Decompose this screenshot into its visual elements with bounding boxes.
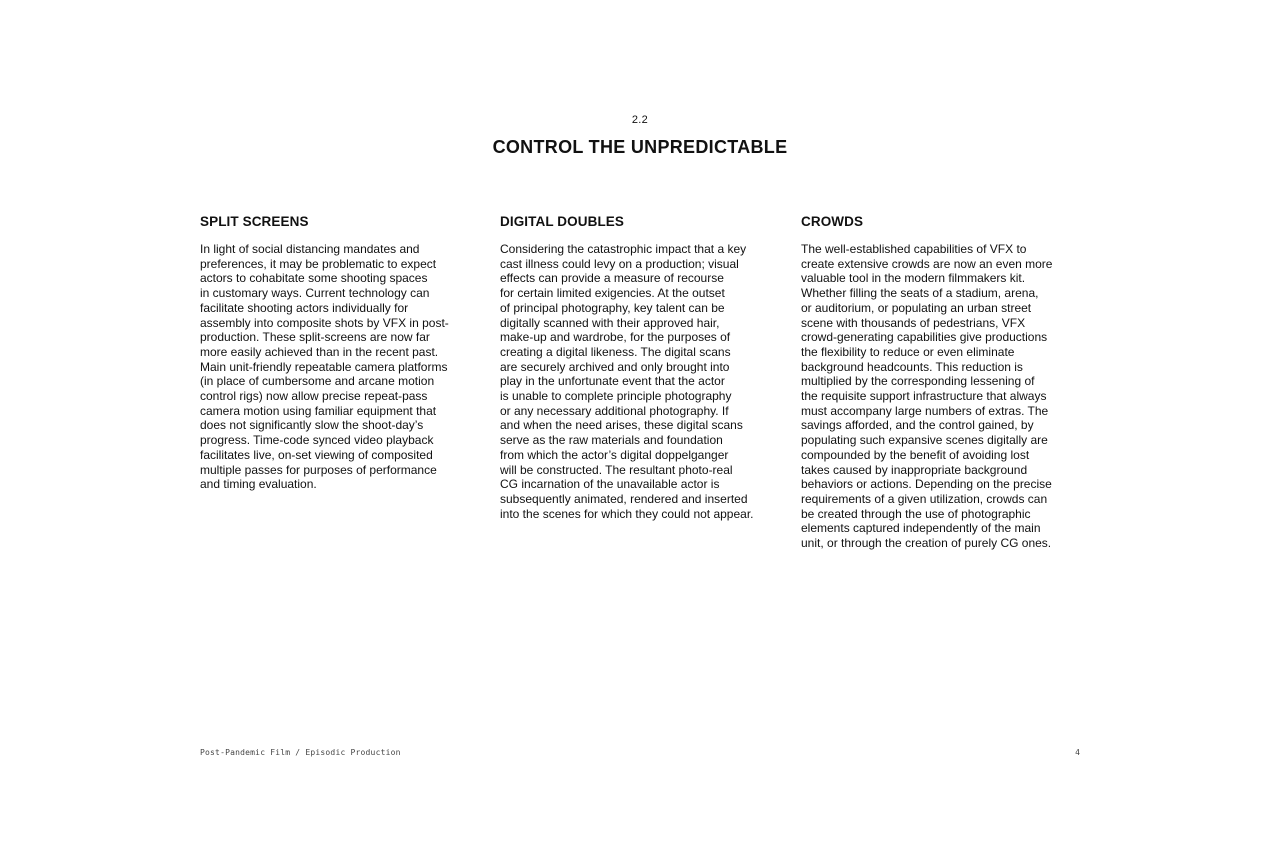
body-text-line: production. These split-screens are now far <box>200 330 430 345</box>
body-text-line: elements captured independently of the main <box>801 521 1041 536</box>
body-text-line: crowd-generating capabilities give productions <box>801 330 1048 345</box>
body-text-line: assembly into composite shots by VFX in post- <box>200 315 449 330</box>
body-text-line: must accompany large numbers of extras. The <box>801 403 1049 418</box>
body-text-line: populating such expansive scenes digitally are <box>801 433 1048 448</box>
body-text-line: or any necessary additional photography. If <box>500 403 729 418</box>
body-text-line: be created through the use of photographic <box>801 506 1031 521</box>
body-text-line: into the scenes for which they could not appear. <box>500 506 754 521</box>
column-heading: CROWDS <box>801 214 864 229</box>
column-heading: SPLIT SCREENS <box>200 214 309 229</box>
body-text-line: savings afforded, and the control gained, by <box>801 418 1034 433</box>
body-text-line: cast illness could levy on a production; visual <box>500 256 739 271</box>
body-text-line: the flexibility to reduce or even eliminate <box>801 344 1015 359</box>
body-text-line: (in place of cumbersome and arcane motion <box>200 374 435 389</box>
body-text-line: and when the need arises, these digital scans <box>500 418 743 433</box>
body-text-line: facilitate shooting actors individually for <box>200 300 409 315</box>
body-text-line: serve as the raw materials and foundation <box>500 433 723 448</box>
body-text-line: preferences, it may be problematic to expect <box>200 256 437 271</box>
body-text-line: takes caused by inappropriate background <box>801 462 1028 477</box>
body-text-line: the requisite support infrastructure that always <box>801 389 1047 404</box>
body-text-line: behaviors or actions. Depending on the precise <box>801 477 1052 492</box>
body-text-line: background headcounts. This reduction is <box>801 359 1023 374</box>
body-text-line: create extensive crowds are now an even more <box>801 256 1053 271</box>
footer-page-number: 4 <box>1075 748 1080 757</box>
section-title: CONTROL THE UNPREDICTABLE <box>492 137 788 157</box>
body-text-line: more easily achieved than in the recent past. <box>200 344 439 359</box>
body-text-line: In light of social distancing mandates and <box>200 242 420 256</box>
body-text-line: will be constructed. The resultant photo-real <box>500 462 733 477</box>
body-text-line: digitally scanned with their approved hair, <box>500 315 720 330</box>
body-text-line: facilitates live, on-set viewing of composited <box>200 447 433 462</box>
body-text-line: from which the actor’s digital doppelganger <box>500 447 729 462</box>
body-text-line: or auditorium, or populating an urban street <box>801 300 1032 315</box>
column-split-screens <box>200 214 482 492</box>
section-number: 2.2 <box>631 114 649 126</box>
body-text-line: control rigs) now allow precise repeat-pass <box>200 389 428 404</box>
body-text-line: does not significantly slow the shoot-day’s <box>200 418 424 433</box>
body-text-line: multiple passes for purposes of performance <box>200 462 437 477</box>
body-text-line: for certain limited exigencies. At the outset <box>500 286 725 301</box>
body-text-line: multiplied by the corresponding lessening of <box>801 374 1035 389</box>
body-text-line: subsequently animated, rendered and inserted <box>500 491 748 506</box>
body-text-line: make-up and wardrobe, for the purposes of <box>500 330 731 345</box>
body-text-line: unit, or through the creation of purely CG ones. <box>801 536 1052 551</box>
body-text-line: in customary ways. Current technology can <box>200 286 430 301</box>
body-text-line: compounded by the benefit of avoiding lost <box>801 447 1030 462</box>
body-text-line: Whether filling the seats of a stadium, arena, <box>801 286 1039 301</box>
column-crowds <box>801 214 1087 551</box>
column-body <box>801 242 1087 551</box>
body-text-line: creating a digital likeness. The digital scans <box>500 344 731 359</box>
body-text-line: actors to cohabitate some shooting spaces <box>200 271 428 286</box>
body-text-line: requirements of a given utilization, crowds can <box>801 491 1048 506</box>
body-text-line: play in the unfortunate event that the actor <box>500 374 725 389</box>
body-text-line: camera motion using familiar equipment that <box>200 403 437 418</box>
column-body <box>200 242 482 492</box>
body-text-line: of principal photography, key talent can be <box>500 300 725 315</box>
column-digital-doubles <box>500 214 786 521</box>
column-heading: DIGITAL DOUBLES <box>500 214 625 229</box>
body-text-line: is unable to complete principle photography <box>500 389 732 404</box>
column-body <box>500 242 786 521</box>
body-text-line: Main unit-friendly repeatable camera platforms <box>200 359 448 374</box>
body-text-line: valuable tool in the modern filmmakers kit. <box>801 271 1026 286</box>
body-text-line: effects can provide a measure of recourse <box>500 271 724 286</box>
body-text-line: are securely archived and only brought into <box>500 359 730 374</box>
body-text-line: scene with thousands of pedestrians, VFX <box>801 315 1026 330</box>
body-text-line: CG incarnation of the unavailable actor is <box>500 477 720 492</box>
body-text-line: Considering the catastrophic impact that a key <box>500 242 747 256</box>
body-text-line: progress. Time-code synced video playback <box>200 433 434 448</box>
body-text-line: and timing evaluation. <box>200 477 317 492</box>
body-text-line: The well-established capabilities of VFX to <box>801 242 1027 256</box>
footer-document-title: Post-Pandemic Film / Episodic Production <box>200 748 401 757</box>
